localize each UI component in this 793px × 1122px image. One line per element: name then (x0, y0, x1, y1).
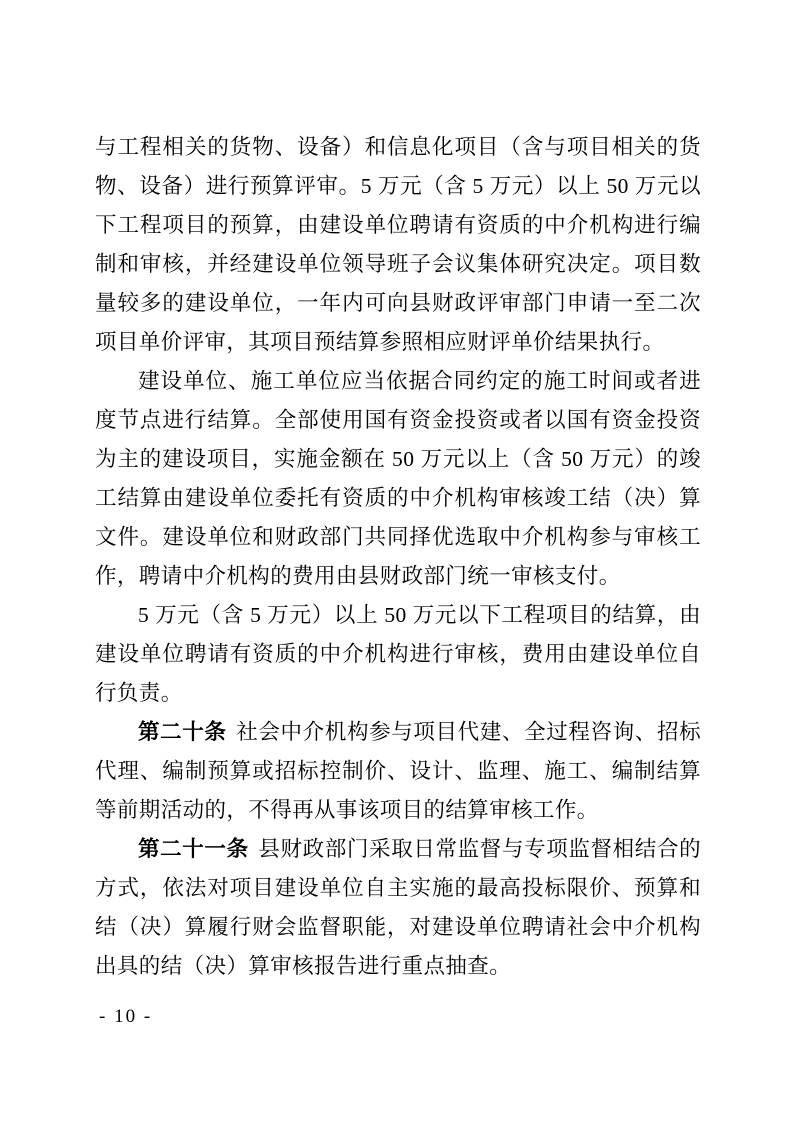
article-heading: 第二十条 (138, 720, 227, 744)
paragraph-text: 社会中介机构参与项目代建、全过程咨询、招标代理、编制预算或招标控制价、设计、监理、施工、编制结算等前期活动的，不得再从事该项目的结算审核工作。 (95, 720, 701, 822)
paragraph (95, 128, 701, 362)
paragraph-text: 建设单位、施工单位应当依据合同约定的施工时间或者进度节点进行结算。全部使用国有资金投资或者以国有资金投资为主的建设项目，实施金额在 50 万元以上（含 50 万元）的竣工结算由建设单位委托有资质的中介机构审核竣工结（决）算文件。建设单位和财政部门共同择优选取中介机构参与审核工作，聘请中介机构的费用由县财政部门统一审核支付。 (95, 369, 701, 588)
paragraph (95, 596, 701, 713)
paragraph-article-21 (95, 830, 701, 986)
paragraph-text: 县财政部门采取日常监督与专项监督相结合的方式，依法对项目建设单位自主实施的最高投标限价、预算和结（决）算履行财会监督职能，对建设单位聘请社会中介机构出具的结（决）算审核报告进行重点抽查。 (95, 837, 701, 978)
page-number: - 10 - (99, 1006, 153, 1027)
paragraph (95, 362, 701, 596)
document-body (95, 128, 701, 986)
paragraph-article-20 (95, 713, 701, 830)
paragraph-text: 5 万元（含 5 万元）以上 50 万元以下工程项目的结算，由建设单位聘请有资质的中介机构进行审核，费用由建设单位自行负责。 (95, 603, 701, 705)
paragraph-text: 与工程相关的货物、设备）和信息化项目（含与项目相关的货物、设备）进行预算评审。5 万元（含 5 万元）以上 50 万元以下工程项目的预算，由建设单位聘请有资质的中介机构进行编制和审核，并经建设单位领导班子会议集体研究决定。项目数量较多的建设单位，一年内可向县财政评审部门申请一至二次项目单价评审，其项目预结算参照相应财评单价结果执行。 (95, 135, 701, 354)
article-heading: 第二十一条 (138, 837, 249, 861)
